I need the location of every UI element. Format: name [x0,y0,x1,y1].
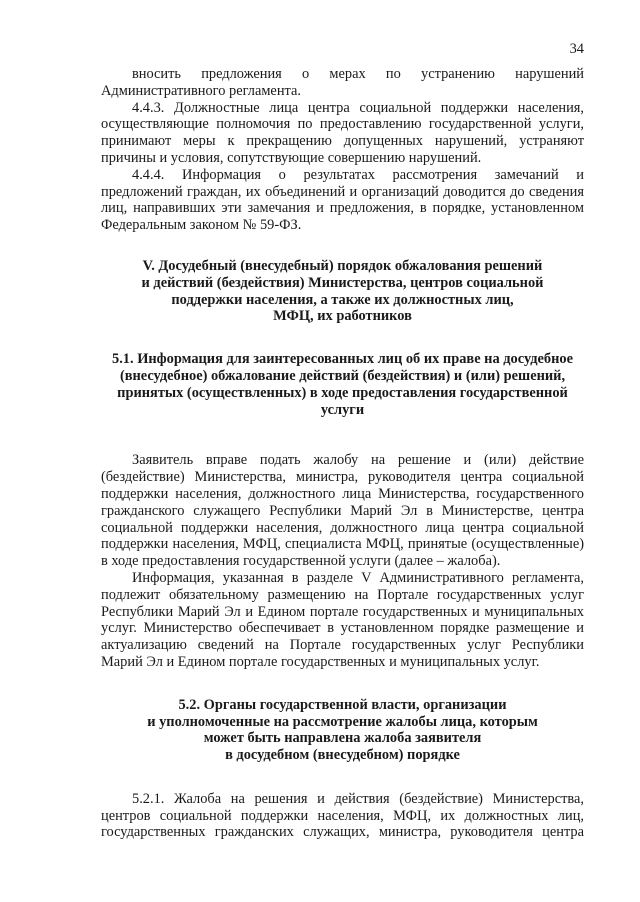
heading-line: V. Досудебный (внесудебный) порядок обжалования решений [142,257,543,274]
heading-line: МФЦ, их работников [273,308,412,325]
heading-line: может быть направлена жалоба заявителя [203,730,482,747]
page-number: 34 [569,41,584,57]
heading-line: 5.2. Органы государственной власти, организации [178,696,507,713]
section-5-2-heading [101,697,584,764]
heading-line: поддержки населения, а также их должностных лиц, [171,291,514,308]
paragraph-4-4-4: 4.4.4. Информация о результатах рассмотрения замечаний и предложений граждан, их объединений и организаций доводится до сведения лиц, направивших эти замечания и предложения, в порядке, установленном Федеральным законом № 59-ФЗ. [101,166,584,234]
paragraph-4-4-3: 4.4.3. Должностные лица центра социальной поддержки населения, осуществляющие полномочия по предоставлению государственной услуги, принимают меры к прекращению допущенных нарушений, устраняют причины и условия, сопутствующие совершению нарушений. [101,99,584,166]
heading-line: (внесудебное) обжалование действий (бездействия) и (или) решений, [119,367,566,384]
heading-line: услуги [320,401,365,418]
paragraph-portal-info: Информация, указанная в разделе V Административного регламента, подлежит обязательному размещению на Портале государственных услуг Республики Марий Эл и Едином портале государственных и муниципальных услуг. Министерство обеспечивает в установленном порядке размещение и актуализацию сведений на Портале государственных услуг Республики Марий Эл и Едином портале государственных и муниципальных услуг. [101,569,584,670]
section-v-heading [101,258,584,325]
paragraph-5-2-1: 5.2.1. Жалоба на решения и действия (бездействие) Министерства, центров социальной поддержки населения, МФЦ, их должностных лиц, государственных гражданских служащих, министра, руководителя центра [101,790,584,841]
section-5-1-heading [101,351,584,418]
paragraph-complaint-right: Заявитель вправе подать жалобу на решение и (или) действие (бездействие) Министерства, министра, руководителя центра социальной поддержки населения, должностного лица Министерства, государственного гражданского служащего Республики Марий Эл в Министерстве, центра социальной поддержки населения, должностного лица центра социальной поддержки населения, МФЦ, специалиста МФЦ, принятые (осуществленные) в ходе предоставления государственной услуги (далее – жалоба). [101,452,584,570]
heading-line: в досудебном (внесудебном) порядке [225,747,460,764]
heading-line: принятых (осуществленных) в ходе предоставления государственной [117,384,568,401]
heading-line: 5.1. Информация для заинтересованных лиц об их праве на досудебное [112,351,573,368]
paragraph-intro: вносить предложения о мерах по устранению нарушений Административного регламента. [101,66,584,99]
heading-line: и уполномоченные на рассмотрение жалобы лица, которым [147,713,538,730]
heading-line: и действий (бездействия) Министерства, центров социальной [141,274,544,291]
document-body [101,66,584,841]
